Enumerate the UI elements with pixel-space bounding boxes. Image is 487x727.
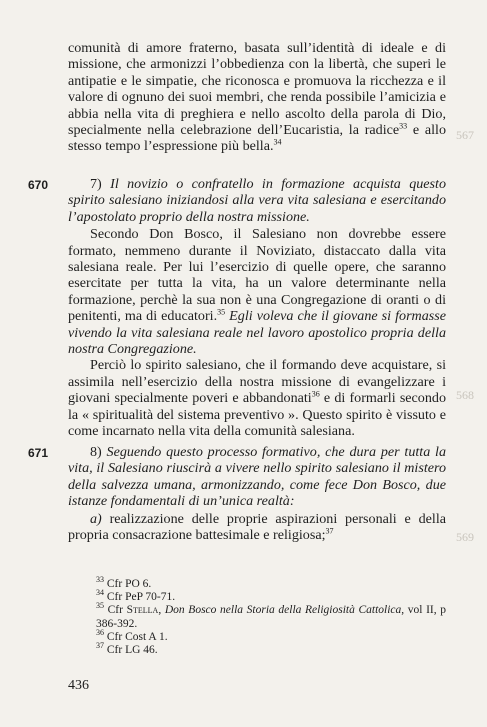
secondo-italic: Egli voleva che il giovane si formasse vivendo la vita salesiana reale nel lavoro apostolico propria della nostra Congregazione. (68, 308, 447, 358)
footnote-number: 35 (96, 601, 104, 611)
page-number: 436 (68, 678, 89, 693)
footnote-34 (68, 588, 446, 604)
footnote-ref-33: 33 (399, 121, 408, 131)
footnote-ref-37: 37 (325, 526, 334, 536)
footnote-text: Cfr PeP 70-71. (106, 591, 176, 604)
footnote-36 (68, 627, 446, 644)
point-7-label: 7) (90, 176, 111, 192)
intro-text: comunità di amore fraterno, basata sull’identità di ideale e di missione, che armonizzi l’obbedienza con la libertà, che superi le antipatie e le simpatie, che riconosca e promuova la ricchezza e il valore di ognuno dei suoi membri, che renda possibile l’amicizia e abbia nella vita di preghiera e nello ascolto della parola di Dio, specialmente nella celebrazione dell’Eucaristia, la radice (68, 40, 446, 139)
point-8-text: Seguendo questo processo formativo, che dura per tutta la vita, il Salesiano riuscirà a vivere nello spirito salesiano il mistero della salvezza umana, armonizzando, come fece Don Bosco, due istanze fondamentali di un’unica realtà: (68, 444, 446, 510)
intro-text-cont: e allo stesso tempo l’espressione più bella. (68, 122, 447, 155)
margin-number-671: 671 (28, 446, 49, 460)
paragraph-670 (68, 176, 446, 440)
footnote-text: Cfr Cost A 1. (106, 630, 168, 643)
item-a-text: realizzazione delle proprie aspirazioni personali e della propria consacrazione battesimale e religiosa; (68, 510, 446, 544)
item-a-label: a) (90, 510, 102, 527)
footnote-text: Cfr PO 6. (106, 578, 152, 590)
footnote-text: Cfr (107, 604, 127, 617)
secondo-text: Secondo Don Bosco, il Salesiano non dovrebbe essere formato, nemmeno durante il Noviziato, distaccato dalla vita salesiana reale. Per lui l’esercizio di quelle opere, che saranno esercitate per tutta la vita, ha un valore determinante nella formazione, perchè la sua non è una Congregazione di oranti o di penitenti, ma di educatori. (68, 226, 446, 325)
footnote-text: , vol II, p 386-392. (96, 604, 447, 630)
footnote-37 (68, 641, 446, 657)
paragraph-intro (68, 40, 446, 155)
bleed-through-569: 569 (456, 530, 474, 544)
paragraph-671 (68, 444, 446, 543)
footnote-number: 36 (96, 627, 104, 637)
point-8-label: 8) (90, 444, 107, 460)
footnote-number: 34 (96, 588, 104, 598)
footnote-text: , (158, 604, 165, 617)
footnote-ref-35: 35 (217, 307, 226, 317)
footnote-35 (68, 601, 447, 630)
footnote-number: 33 (96, 575, 104, 585)
bleed-through-567: 567 (456, 128, 474, 142)
footnote-title: Don Bosco nella Storia della Religiosità Cattolica (164, 604, 402, 617)
percio-text: Perciò lo spirito salesiano, che il formando deve acquistare, si assimila nell’esercizio della nostra missione di evangelizzare i giovani specialmente poveri e abbandonati (68, 357, 446, 407)
footnote-number: 37 (96, 641, 104, 651)
margin-number-670: 670 (28, 178, 49, 192)
footnote-ref-34: 34 (273, 137, 282, 147)
footnote-ref-36: 36 (311, 389, 320, 399)
percio-text-cont: e di formarli secondo la « spiritualità del sistema preventivo ». Questo spirito è vissuto e come incarnato nella vita della comunità salesiana. (68, 390, 446, 440)
bleed-through-568: 568 (456, 388, 474, 402)
footnote-text: Cfr LG 46. (106, 644, 158, 657)
footnote-33 (68, 575, 446, 591)
point-7-text: Il novizio o confratello in formazione acquista questo spirito salesiano iniziandosi alla vera vita salesiana e esercitando l’apostolato proprio della nostra missione. (68, 176, 447, 225)
footnote-author: Stella (126, 604, 159, 617)
footnotes (68, 575, 447, 657)
